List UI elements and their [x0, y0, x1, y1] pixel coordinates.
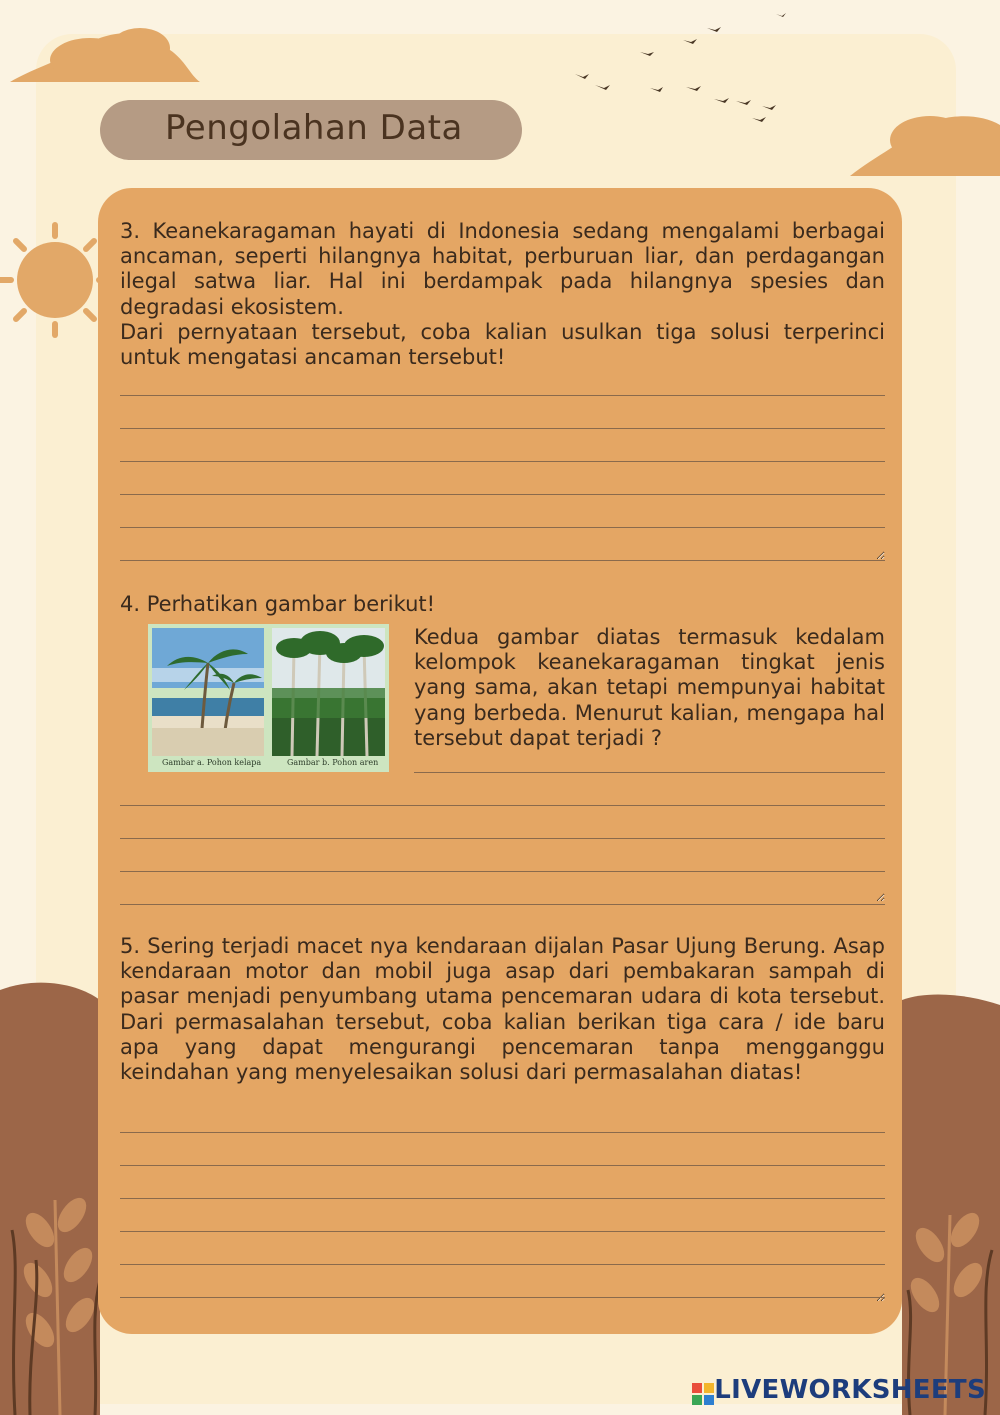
answer-line — [120, 904, 885, 905]
answer-line — [120, 494, 885, 495]
question-4-title: 4. Perhatikan gambar berikut! — [120, 592, 436, 616]
sugar-palm-tree-photo — [272, 628, 385, 756]
question-3 — [120, 219, 885, 370]
answer-line — [120, 461, 885, 462]
tree-photos — [148, 624, 389, 772]
answer-line — [120, 395, 885, 396]
answer-line — [120, 1264, 885, 1265]
answer-line — [120, 1165, 885, 1166]
answer-line — [120, 1198, 885, 1199]
answer-line — [414, 772, 885, 773]
answer-3-input[interactable] — [120, 375, 885, 560]
answer-line — [120, 428, 885, 429]
answer-line — [120, 560, 885, 561]
answer-line — [120, 527, 885, 528]
answer-line — [120, 838, 885, 839]
liveworksheets-logo-icon — [692, 1383, 714, 1405]
answer-line — [120, 1231, 885, 1232]
watermark: LIVEWORKSHEETS — [714, 1375, 986, 1405]
question-3-text: 3. Keanekaragaman hayati di Indonesia sedang mengalami berbagai ancaman, seperti hilangnya habitat, perburuan liar, dan perdagangan ilegal satwa liar. Hal ini berdampak pada hilangnya spesies dan degradasi ekosistem. — [120, 219, 885, 319]
answer-4-input[interactable] — [120, 752, 885, 902]
photo-caption-b: Gambar b. Pohon aren — [287, 758, 379, 767]
answer-line — [120, 871, 885, 872]
coconut-tree-photo — [152, 628, 264, 756]
question-4-prompt: Kedua gambar diatas termasuk kedalam kelompok keanekaragaman tingkat jenis yang sama, akan tetapi mempunyai habitat yang berbeda. Menurut kalian, mengapa hal tersebut dapat terjadi ? — [414, 625, 885, 750]
answer-line — [120, 1297, 885, 1298]
page-title: Pengolahan Data — [165, 108, 463, 148]
answer-line — [120, 1132, 885, 1133]
photo-caption-a: Gambar a. Pohon kelapa — [162, 758, 262, 767]
answer-line — [120, 805, 885, 806]
question-5: 5. Sering terjadi macet nya kendaraan dijalan Pasar Ujung Berung. Asap kendaraan motor dan mobil juga asap dari pembakaran sampah di pasar menjadi penyumbang utama pencemaran udara di kota tersebut. Dari permasalahan tersebut, coba kalian berikan tiga cara / ide baru apa yang dapat mengurangi pencemaran tanpa mengganggu keindahan yang menyelesaikan solusi dari permasalahan diatas! — [120, 934, 885, 1085]
question-3-prompt: Dari pernyataan tersebut, coba kalian usulkan tiga solusi terperinci untuk mengatasi ancaman tersebut! — [120, 319, 885, 370]
answer-5-input[interactable] — [120, 1112, 885, 1302]
